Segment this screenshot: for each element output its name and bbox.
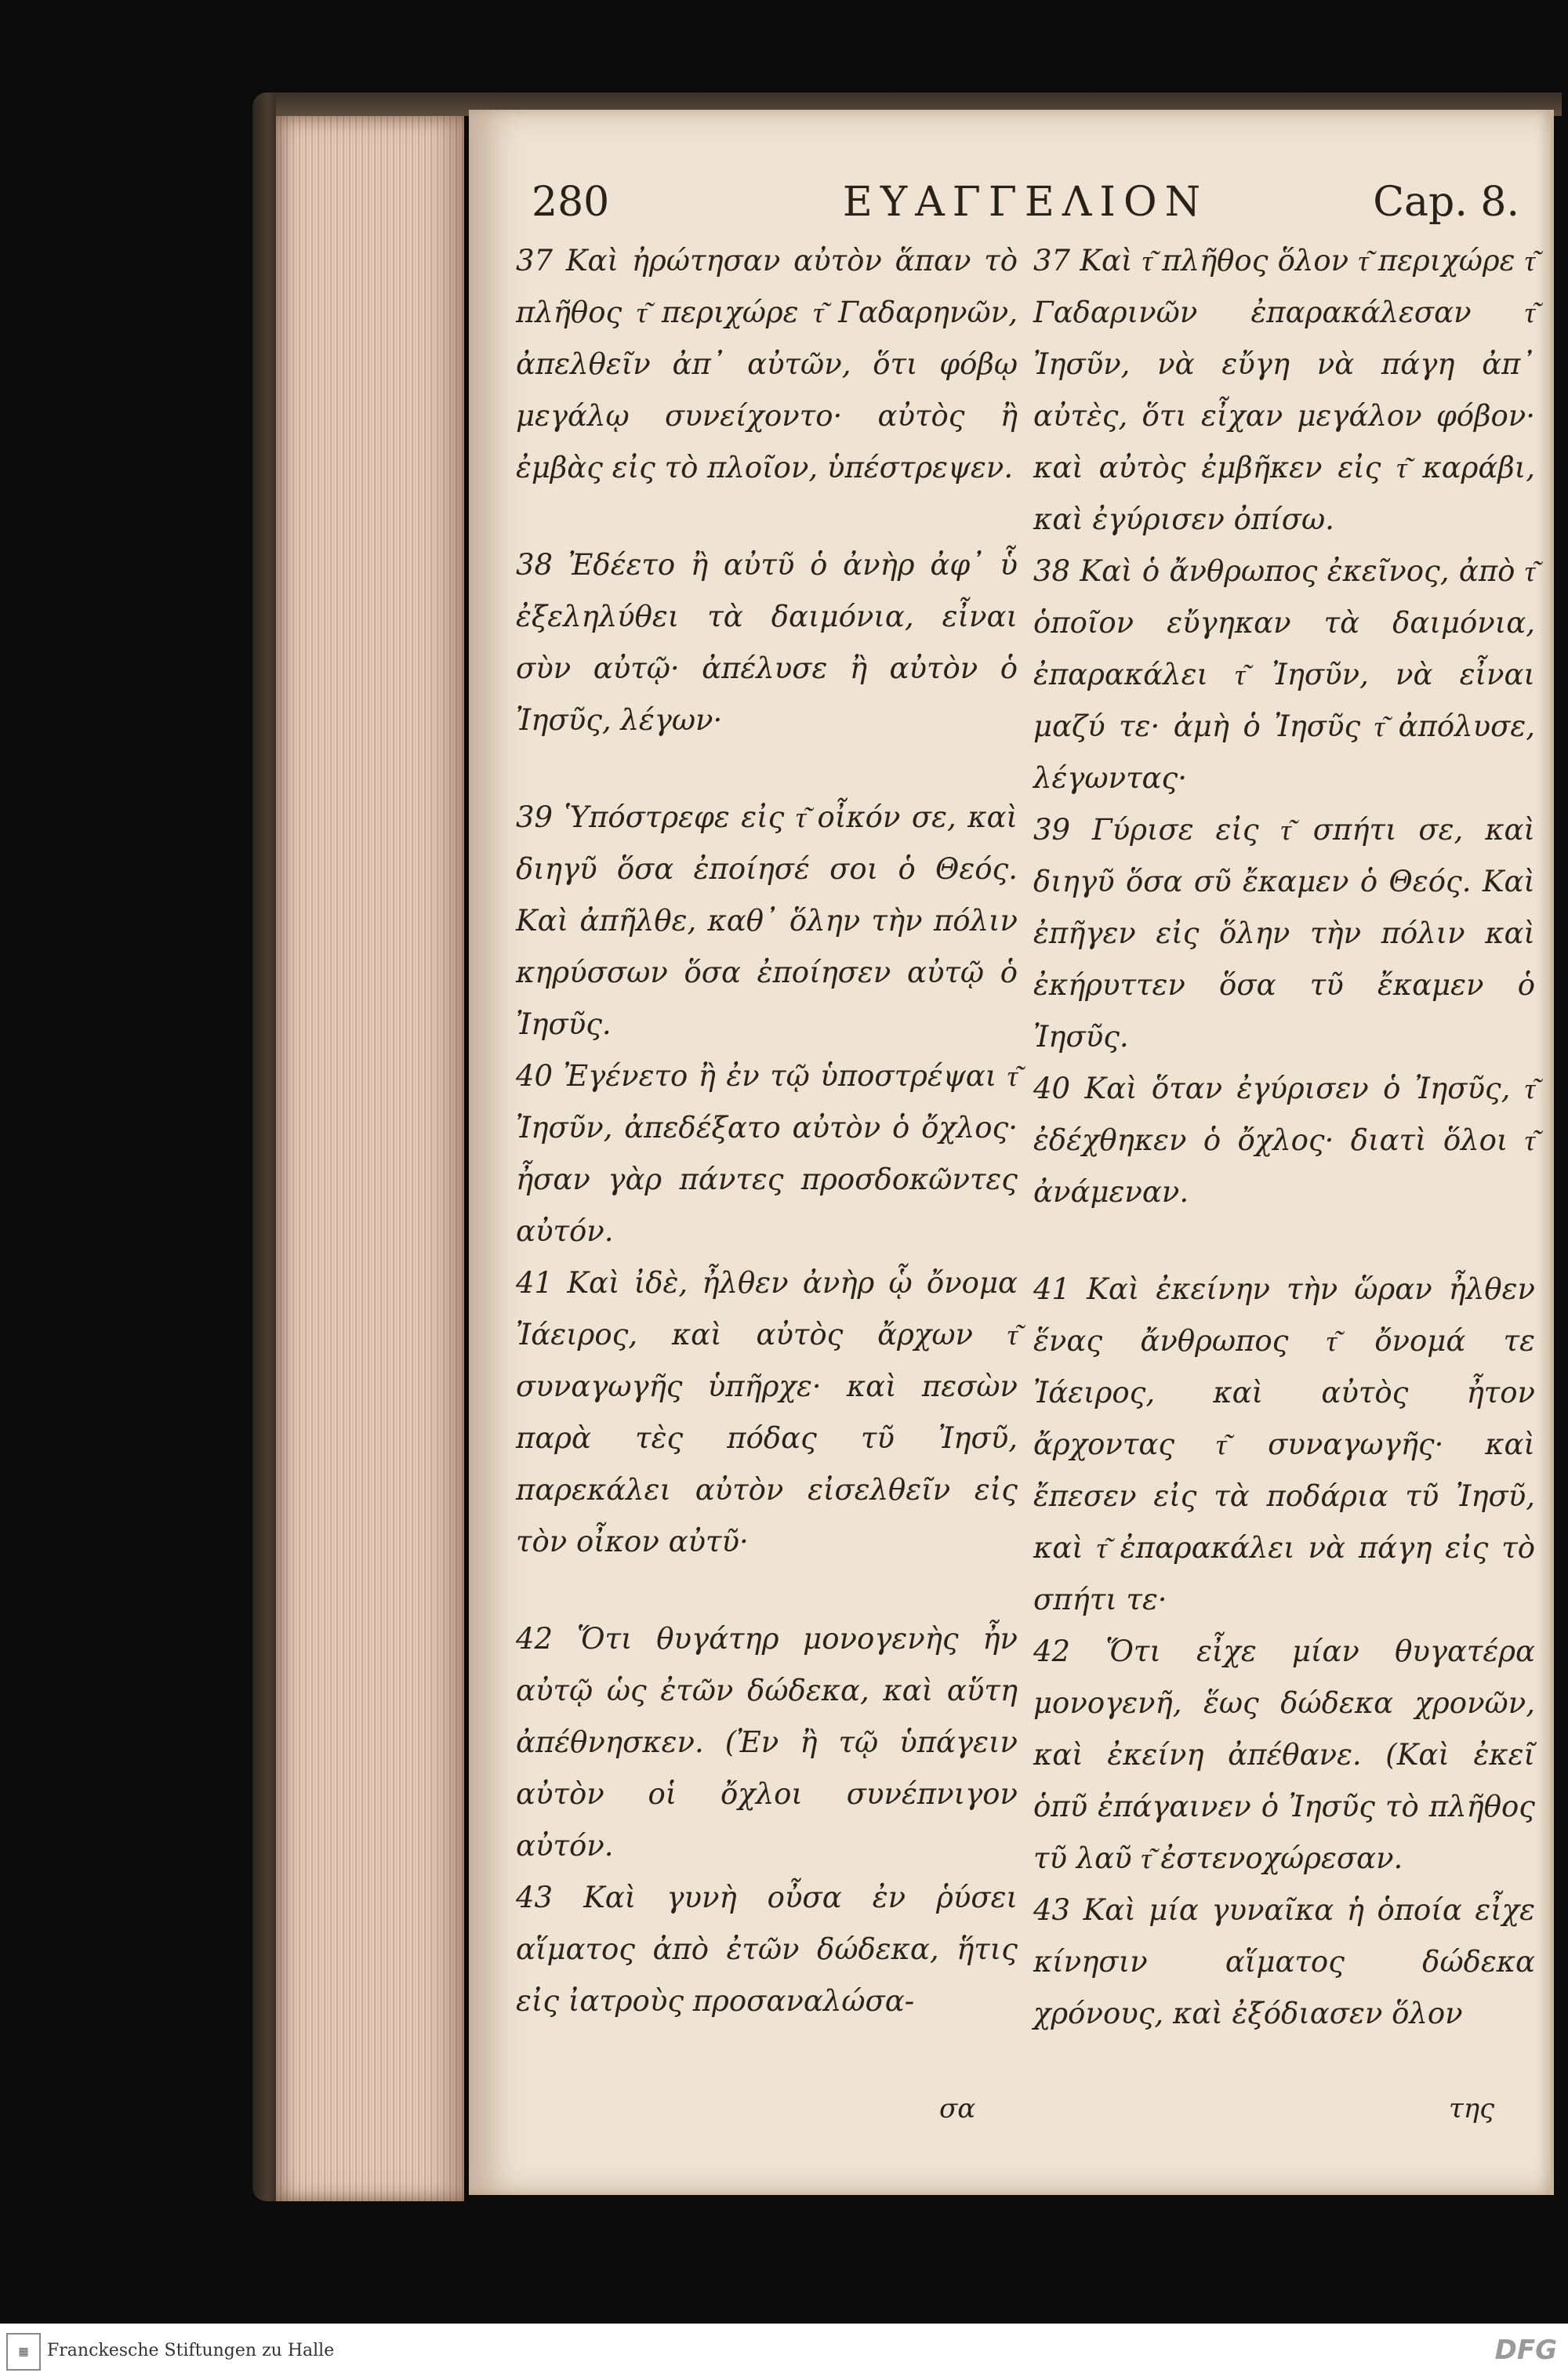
verse (1033, 1063, 1535, 1218)
verse-text: Καὶ τ͂ πλῆθος ὅλον τ͂ περιχώρε τ͂ Γαδαρινῶν ἐπαρακάλεσαν τ͂ Ἰησῦν, νὰ εὔγη νὰ πάγη ἀπ᾽ αὐτὲς, ὅτι εἶχαν μεγάλον φόβον· καὶ αὐτὸς ἐμβῆκεν εἰς τ͂ καράβι, καὶ ἐγύρισεν ὀπίσω. (1033, 244, 1536, 536)
verse-text: Καὶ ἐκείνην τὴν ὥραν ἦλθεν ἕνας ἄνθρωπος τ͂ ὄνομά τε Ἰάειρος, καὶ αὐτὸς ἦτον ἄρχοντας τ͂ συναγωγῆς· καὶ ἔπεσεν εἰς τὰ ποδάρια τῦ Ἰησῦ, καὶ τ͂ ἐπαρακάλει νὰ πάγη εἰς τὸ σπήτι τε· (1033, 1272, 1535, 1616)
running-title: ΕΥΑΓΓΕΛΙΟΝ (842, 179, 1209, 226)
verse-number: 41 (516, 1266, 554, 1300)
verse-text: Καὶ ἰδὲ, ἦλθεν ἀνὴρ ᾧ ὄνομα Ἰάειρος, καὶ αὐτὸς ἄρχων τ͂ συναγωγῆς ὑπῆρχε· καὶ πεσὼν παρὰ τὲς πόδας τῦ Ἰησῦ, παρεκάλει αὐτὸν εἰσελθεῖν εἰς τὸν οἶκον αὐτῦ· (516, 1266, 1018, 1558)
institution-logo-icon: ▦ (6, 2333, 41, 2371)
verse (516, 235, 1018, 494)
institution-name: Franckesche Stiftungen zu Halle (47, 2341, 335, 2360)
verse (516, 1872, 1018, 2027)
catchword-left: σα (939, 2093, 976, 2124)
verse-text: Ἐγένετο ἢ ἐν τῷ ὑποστρέψαι τ͂ Ἰησῦν, ἀπεδέξατο αὐτὸν ὁ ὄχλος· ἦσαν γὰρ πάντες προσδοκῶντες αὐτόν. (516, 1059, 1018, 1248)
verse (1033, 235, 1535, 546)
verse-text: Ὅτι εἶχε μίαν θυγατέρα μονογενῆ, ἕως δώδεκα χρονῶν, καὶ ἐκείνη ἀπέθανε. (Καὶ ἐκεῖ ὁπῦ ἐπάγαινεν ὁ Ἰησῦς τὸ πλῆθος τῦ λαῦ τ͂ ἐστενοχώρεσαν. (1033, 1634, 1535, 1875)
chapter-label: Cap. 8. (1373, 179, 1519, 226)
verse-text: Καὶ μία γυναῖκα ἡ ὁποία εἶχε κίνησιν αἵματος δώδεκα χρόνους, καὶ ἐξόδιασεν ὅλον (1033, 1893, 1535, 2030)
verse (516, 1050, 1018, 1257)
verse (1033, 1264, 1535, 1626)
verse-text: Ἐδέετο ἢ αὐτῦ ὁ ἀνὴρ ἀφ᾽ ὗ ἐξεληλύθει τὰ δαιμόνια, εἶναι σὺν αὐτῷ· ἀπέλυσε ἢ αὐτὸν ὁ Ἰησῦς, λέγων· (516, 548, 1018, 737)
page-number: 280 (532, 179, 610, 226)
page-header (532, 179, 1519, 234)
dfg-logo: DFG (1494, 2335, 1557, 2366)
verse-number: 38 (1033, 554, 1071, 588)
verse-text: Καὶ γυνὴ οὖσα ἐν ῥύσει αἵματος ἀπὸ ἐτῶν δώδεκα, ἥτις εἰς ἰατροὺς προσαναλώσα- (516, 1881, 1018, 2018)
verse-text: Ὅτι θυγάτηρ μονογενὴς ἦν αὐτῷ ὡς ἐτῶν δώδεκα, καὶ αὕτη ἀπέθνησκεν. (Ἐν ἢ τῷ ὑπάγειν αὐτὸν οἱ ὄχλοι συνέπνιγον αὐτόν. (516, 1622, 1018, 1863)
verse-number: 42 (516, 1622, 554, 1656)
verse (516, 792, 1018, 1050)
verse (516, 1613, 1018, 1872)
verse-number: 43 (1033, 1893, 1071, 1927)
verse-number: 41 (1033, 1272, 1071, 1306)
verse (516, 1257, 1018, 1568)
verse-number: 37 (1033, 244, 1071, 278)
verse-text: Ὑπόστρεφε εἰς τ͂ οἶκόν σε, καὶ διηγῦ ὅσα ἐποίησέ σοι ὁ Θεός. Καὶ ἀπῆλθε, καθ᾽ ὅλην τὴν πόλιν κηρύσσων ὅσα ἐποίησεν αὐτῷ ὁ Ἰησῦς. (516, 800, 1018, 1041)
verse-number: 43 (516, 1881, 554, 1914)
verse-number: 37 (516, 244, 554, 278)
verse-text: Καὶ ὅταν ἐγύρισεν ὁ Ἰησῦς, τ͂ ἐδέχθηκεν ὁ ὄχλος· διατὶ ὅλοι τ͂ ἀνάμεναν. (1033, 1072, 1536, 1209)
catchword-right: της (1449, 2093, 1495, 2124)
verse-text: Γύρισε εἰς τ͂ σπήτι σε, καὶ διηγῦ ὅσα σῦ ἔκαμεν ὁ Θεός. Καὶ ἐπῆγεν εἰς ὅλην τὴν πόλιν καὶ ἐκήρυττεν ὅσα τῦ ἔκαμεν ὁ Ἰησῦς. (1033, 813, 1535, 1054)
viewer-footer (0, 2324, 1568, 2380)
page-block-edges (276, 116, 464, 2201)
modern-greek-column (1033, 235, 1535, 2040)
verse-text: Καὶ ἠρώτησαν αὐτὸν ἅπαν τὸ πλῆθος τ͂ περιχώρε τ͂ Γαδαρηνῶν, ἀπελθεῖν ἀπ᾽ αὐτῶν, ὅτι φόβῳ μεγάλῳ συνείχοντο· αὐτὸς ἢ ἐμβὰς εἰς τὸ πλοῖον, ὑπέστρεψεν. (516, 244, 1018, 484)
verse (1033, 1626, 1535, 1885)
verse-number: 38 (516, 548, 554, 582)
greek-column (516, 235, 1018, 2027)
verse-text: Καὶ ὁ ἄνθρωπος ἐκεῖνος, ἀπὸ τ͂ ὁποῖον εὔγηκαν τὰ δαιμόνια, ἐπαρακάλει τ͂ Ἰησῦν, νὰ εἶναι μαζύ τε· ἀμὴ ὁ Ἰησῦς τ͂ ἀπόλυσε, λέγωντας· (1033, 554, 1535, 795)
verse (1033, 546, 1535, 804)
verse-number: 39 (1033, 813, 1071, 847)
verse-number: 40 (516, 1059, 554, 1093)
verse-number: 39 (516, 800, 554, 834)
verse (1033, 804, 1535, 1063)
verse-number: 42 (1033, 1634, 1071, 1668)
verse (1033, 1885, 1535, 2040)
verse-number: 40 (1033, 1072, 1071, 1105)
book-page (469, 110, 1554, 2195)
verse (516, 539, 1018, 746)
